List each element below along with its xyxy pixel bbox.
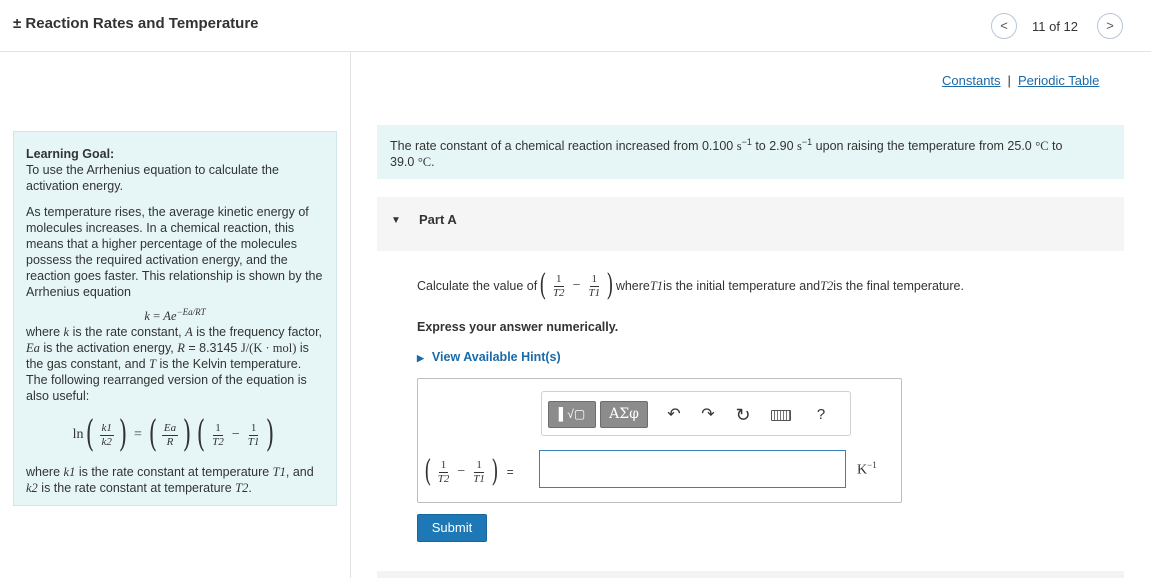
undo-icon[interactable]: ↶ <box>667 406 681 423</box>
submit-button[interactable]: Submit <box>417 514 487 542</box>
answer-expression-label: ( $\frac{1}{T2}$ − $\frac{1}{T1}$ ) = <box>424 454 514 489</box>
math-toolbar <box>541 391 851 436</box>
resource-links <box>942 73 1099 88</box>
previous-button[interactable]: < <box>991 13 1017 39</box>
keyboard-icon[interactable] <box>768 404 794 426</box>
header <box>0 0 1151 52</box>
answer-box <box>417 378 902 503</box>
view-hints-link[interactable]: ▶ View Available Hint(s) <box>417 350 561 364</box>
column-divider <box>350 52 351 578</box>
help-icon[interactable]: ? <box>816 406 826 423</box>
learning-goal-intro: To use the Arrhenius equation to calculate the activation energy. <box>26 163 279 193</box>
templates-button[interactable]: ▌√▢ <box>548 401 596 428</box>
rearranged-arrhenius-equation: ln ( $\frac{k1}{k2}$ ) = ( $\frac{Ea}{R}$ ) ( $\frac{1}{T2}$ − $\frac{1}{T1}$ ) <box>72 414 275 456</box>
answer-instructions: Express your answer numerically. <box>417 320 619 334</box>
k1-k2-definitions: where k1 is the rate constant at temperature T1, and k2 is the rate constant at temperature T2. <box>26 465 314 496</box>
variable-definitions: where k is the rate constant, A is the frequency factor, Ea is the activation energy, R = 8.3145 J/(K · mol) is the gas constant, and T is the Kelvin temperature. The following rearranged version of the equation is also useful: <box>26 325 323 404</box>
answer-unit: $K^{-1}$ <box>857 460 877 478</box>
part-a-question: Calculate the value of ( $\frac{1}{T2}$ − $\frac{1}{T1}$ ) where T1 is the initial temperature and T2 is the final temperature. <box>417 268 964 303</box>
collapse-triangle-icon[interactable]: ▼ <box>391 215 401 226</box>
page-title: ± Reaction Rates and Temperature <box>13 15 259 32</box>
part-a-label: Part A <box>419 212 457 227</box>
redo-icon[interactable]: ↷ <box>701 406 715 423</box>
periodic-table-link[interactable]: Periodic Table <box>1017 73 1100 88</box>
constants-link[interactable]: Constants <box>942 73 1001 88</box>
link-separator: | <box>1007 73 1011 88</box>
problem-statement: The rate constant of a chemical reaction increased from 0.100 $s^{-1}$ to 2.90 $s^{-1}$ upon raising the temperature from 25.0 °C to 39.0 °C. <box>377 125 1124 179</box>
expand-triangle-icon: ▶ <box>417 353 424 363</box>
answer-input[interactable] <box>539 450 846 488</box>
learning-goal-paragraph: As temperature rises, the average kinetic energy of molecules increases. In a chemical reaction, this means that a higher percentage of the molecules possess the required activation energy, and the reaction goes faster. This relationship is shown by the Arrhenius equation <box>26 205 323 299</box>
arrhenius-equation: $k = Ae^{-Ea/RT}$ <box>144 307 206 324</box>
part-a-header[interactable] <box>377 197 1124 251</box>
learning-goal-title: Learning Goal: <box>26 147 115 161</box>
next-button[interactable]: > <box>1097 13 1123 39</box>
learning-goal-panel <box>13 131 337 506</box>
next-part-strip <box>377 571 1124 578</box>
reset-icon[interactable]: ↻ <box>735 405 751 425</box>
page-count: 11 of 12 <box>1032 19 1079 34</box>
greek-symbols-button[interactable]: ΑΣφ <box>600 401 648 428</box>
